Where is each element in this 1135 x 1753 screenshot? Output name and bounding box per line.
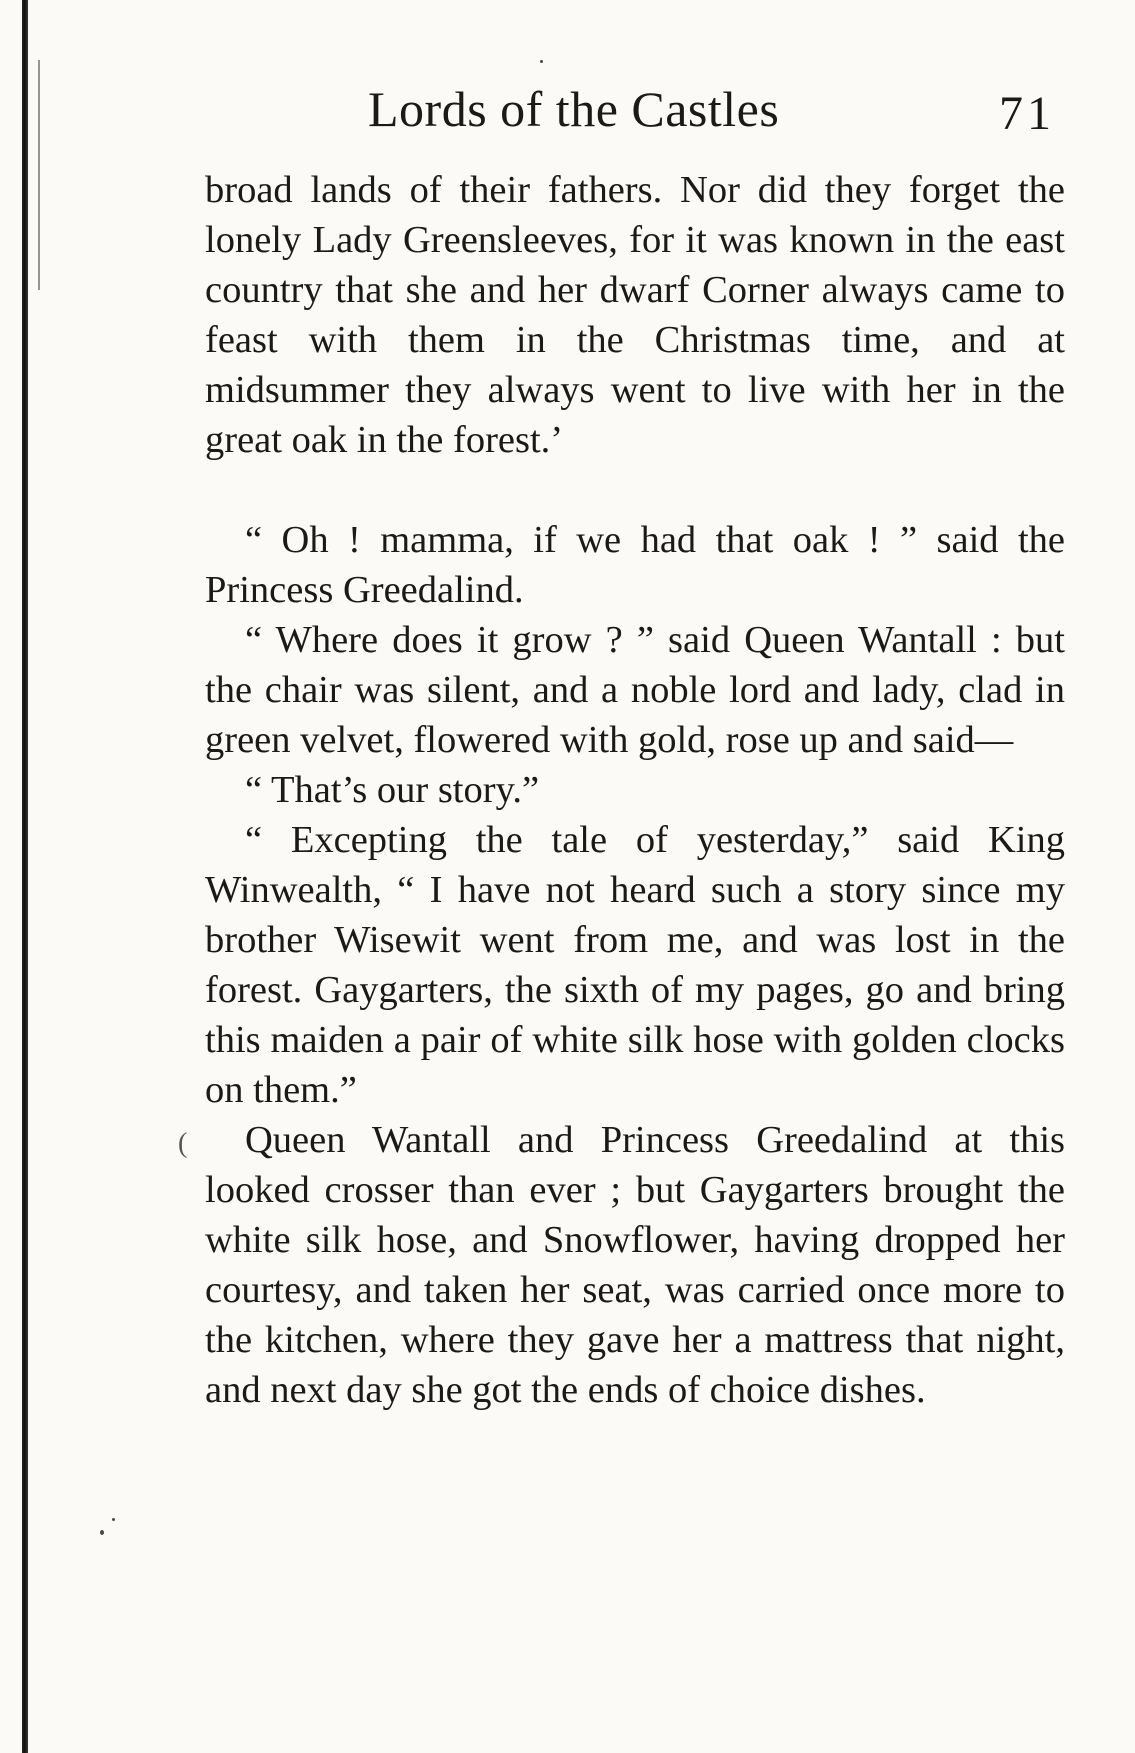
- paper-speck: [540, 60, 543, 63]
- margin-mark: (: [178, 1128, 188, 1159]
- page-number: 71: [999, 87, 1055, 140]
- running-head: Lords of the Castles: [368, 81, 780, 137]
- body-text: [205, 165, 1065, 1415]
- paper-speck: [100, 1530, 104, 1535]
- paragraph: “ Oh ! mamma, if we had that oak ! ” said the Princess Greedalind.: [205, 519, 1065, 611]
- paragraph: “ Where does it grow ? ” said Queen Wantall : but the chair was silent, and a noble lord and lady, clad in green velvet, flowered with gold, rose up and said—: [205, 619, 1065, 761]
- gutter-shadow-line: [38, 60, 40, 290]
- paragraph: Queen Wantall and Princess Greedalind at this looked crosser than ever ; but Gaygarters brought the white silk hose, and Snowflower, having dropped her courtesy, and taken her seat, was carried once more to the kitchen, where they gave her a mattress that night, and next day she got the ends of choice dishes.: [205, 1119, 1065, 1411]
- paragraph: “ That’s our story.”: [245, 769, 540, 811]
- paragraph: “ Excepting the tale of yesterday,” said King Winwealth, “ I have not heard such a story since my brother Wisewit went from me, and was lost in the forest. Gaygarters, the sixth of my pages, go and bring this maiden a pair of white silk hose with golden clocks on them.”: [205, 819, 1065, 1111]
- paragraph: broad lands of their fathers. Nor did they forget the lonely Lady Greensleeves, for it was known in the east country that she and her dwarf Corner always came to feast with them in the Christmas time, and at midsummer they always went to live with her in the great oak in the forest.’: [205, 169, 1065, 461]
- binding-gutter: [22, 0, 28, 1753]
- page-header: [210, 80, 1065, 150]
- paper-speck: [112, 1518, 115, 1521]
